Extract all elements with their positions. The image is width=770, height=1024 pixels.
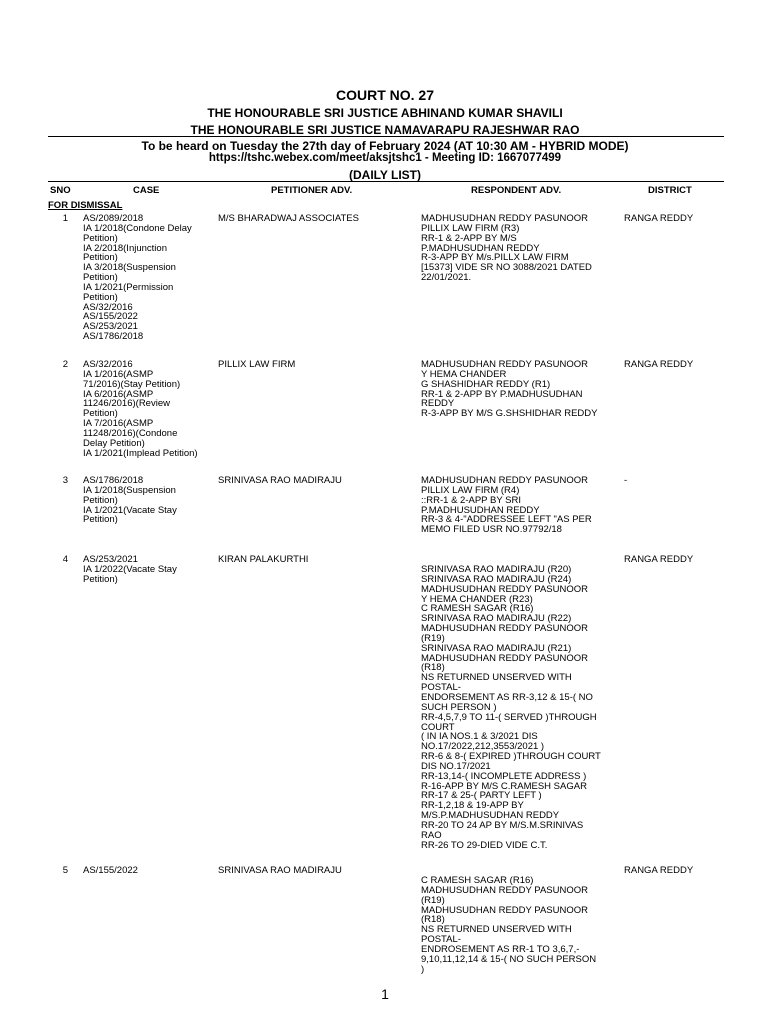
row-respondent-line: ENDROSEMENT AS RR-1 TO 3,6,7,- bbox=[421, 943, 580, 955]
row-respondent-line: Y HEMA CHANDER bbox=[421, 368, 507, 380]
row-respondent-line: POSTAL- bbox=[421, 934, 461, 946]
row-petitioner bbox=[218, 360, 295, 370]
row-respondent-line: PILLIX LAW FIRM (R4) bbox=[421, 484, 520, 496]
row-case-line: IA 1/2018(Suspension bbox=[83, 484, 176, 496]
row-respondent-line: R-3-APP BY M/s.PILLX LAW FIRM bbox=[421, 252, 569, 264]
row-respondent-line: (R18) bbox=[421, 914, 445, 926]
row-case-line: AS/253/2021 bbox=[83, 321, 138, 333]
row-respondent-line: RR-20 TO 24 AP BY M/S.M.SRINIVAS bbox=[421, 819, 584, 831]
row-district: - bbox=[624, 475, 628, 486]
row-respondent-line: RR-1,2,18 & 19-APP BY bbox=[421, 800, 524, 812]
row-case-line: IA 1/2021(Implead Petition) bbox=[83, 447, 198, 459]
section-heading: FOR DISMISSAL bbox=[48, 200, 123, 211]
row-sno: 1 bbox=[62, 213, 68, 224]
row-respondent-line: R-16-APP BY M/S C.RAMESH SAGAR bbox=[421, 780, 587, 792]
row-sno: 3 bbox=[62, 475, 68, 486]
row-respondent-line: (R18) bbox=[421, 662, 445, 674]
row-respondent-line: MADHUSUDHAN REDDY PASUNOOR bbox=[421, 652, 588, 664]
row-respondent-line: MADHUSUDHAN REDDY PASUNOOR bbox=[421, 884, 588, 896]
row-case-line: AS/155/2022 bbox=[83, 311, 138, 323]
row-respondent-line: P.MADHUSUDHAN REDDY bbox=[421, 504, 540, 516]
col-sno: SNO bbox=[50, 185, 71, 196]
row-respondent-line: ::RR-1 & 2-APP BY SRI bbox=[421, 494, 521, 506]
row-respondent-line: PILLIX LAW FIRM (R3) bbox=[421, 222, 520, 234]
row-respondent-line: RR-17 & 25-( PARTY LEFT ) bbox=[421, 790, 542, 802]
row-case-line: AS/253/2021 bbox=[83, 554, 138, 565]
row-respondent-line: ) bbox=[421, 963, 425, 975]
row-respondent-line: SRINIVASA RAO MADIRAJU (R21) bbox=[421, 642, 572, 654]
row-respondent-line: MADHUSUDHAN REDDY PASUNOOR bbox=[421, 904, 588, 916]
row-case-line: Petition) bbox=[83, 514, 118, 526]
row-respondent-line: P.MADHUSUDHAN REDDY bbox=[421, 242, 540, 254]
row-respondent-line: M/S.P.MADHUSUDHAN REDDY bbox=[421, 810, 560, 822]
row-case-line: IA 2/2018(Injunction bbox=[83, 242, 167, 254]
row-respondent-line: RR-4,5,7,9 TO 11-( SERVED )THROUGH bbox=[421, 711, 597, 723]
row-case bbox=[83, 476, 177, 525]
row-respondent-line: MADHUSUDHAN REDDY PASUNOOR bbox=[421, 359, 588, 370]
row-respondent-line: RAO bbox=[421, 829, 442, 841]
row-respondent-line: POSTAL- bbox=[421, 682, 461, 694]
row-case-line: 11246/2016)(Review bbox=[83, 398, 170, 410]
row-respondent-line: SRINIVASA RAO MADIRAJU (R24) bbox=[421, 573, 572, 585]
row-respondent-line: (R19) bbox=[421, 632, 445, 644]
judge-2: THE HONOURABLE SRI JUSTICE NAMAVARAPU RAJESHWAR RAO bbox=[190, 123, 580, 137]
row-respondent-line: G SHASHIDHAR REDDY (R1) bbox=[421, 378, 551, 390]
row-respondent bbox=[421, 476, 592, 535]
row-case-line: IA 3/2018(Suspension bbox=[83, 262, 176, 274]
row-respondent-line: C RAMESH SAGAR (R16) bbox=[421, 875, 534, 886]
row-respondent-line: C RAMESH SAGAR (R16) bbox=[421, 603, 534, 615]
row-respondent-line: ENDORSEMENT AS RR-3,12 & 15-( NO bbox=[421, 691, 593, 703]
row-respondent-line: SRINIVASA RAO MADIRAJU (R20) bbox=[421, 564, 572, 575]
row-case-line: Petition) bbox=[83, 232, 118, 244]
row-case-line: Petition) bbox=[83, 573, 118, 585]
row-petitioner-line: SRINIVASA RAO MADIRAJU bbox=[218, 475, 342, 486]
court-number: COURT NO. 27 bbox=[335, 87, 434, 103]
row-case-line: AS/32/2016 bbox=[83, 301, 133, 313]
row-case-line: AS/32/2016 bbox=[83, 359, 133, 370]
row-respondent bbox=[421, 565, 601, 850]
row-case-line: IA 1/2018(Condone Delay bbox=[83, 222, 192, 234]
row-respondent-line: NS RETURNED UNSERVED WITH bbox=[421, 924, 572, 936]
row-case-line: Petition) bbox=[83, 494, 118, 506]
row-respondent-line: ( IN IA NOS.1 & 3/2021 DIS bbox=[421, 731, 538, 743]
row-case bbox=[83, 555, 177, 585]
row-case-line: AS/2089/2018 bbox=[83, 213, 144, 224]
row-case-line: AS/1786/2018 bbox=[83, 331, 144, 343]
row-respondent bbox=[421, 360, 598, 419]
row-sno: 5 bbox=[62, 865, 68, 876]
row-sno: 2 bbox=[62, 359, 68, 370]
col-case: CASE bbox=[133, 185, 160, 196]
judge-1: THE HONOURABLE SRI JUSTICE ABHINAND KUMAR SHAVILI bbox=[207, 106, 563, 120]
row-petitioner-line: KIRAN PALAKURTHI bbox=[218, 554, 309, 565]
row-case bbox=[83, 866, 138, 876]
row-petitioner bbox=[218, 214, 359, 224]
row-respondent-line: 9,10,11,12,14 & 15-( NO SUCH PERSON bbox=[421, 953, 597, 965]
row-respondent-line: R-3-APP BY M/S G.SHSHIDHAR REDDY bbox=[421, 408, 598, 420]
row-respondent-line: RR-13,14-( INCOMPLETE ADDRESS ) bbox=[421, 770, 587, 782]
row-respondent-line: DIS NO.17/2021 bbox=[421, 760, 491, 772]
row-case-line: IA 1/2016(ASMP bbox=[83, 368, 154, 380]
row-case-line: IA 1/2021(Vacate Stay bbox=[83, 504, 177, 516]
row-case-line: Petition) bbox=[83, 252, 118, 264]
row-case-line: AS/1786/2018 bbox=[83, 475, 144, 486]
col-petitioner: PETITIONER ADV. bbox=[271, 185, 353, 196]
row-respondent-line: RR-3 & 4-"ADDRESSEE LEFT "AS PER bbox=[421, 514, 592, 526]
row-respondent-line: MADHUSUDHAN REDDY PASUNOOR bbox=[421, 475, 588, 486]
row-respondent-line: RR-6 & 8-( EXPIRED )THROUGH COURT bbox=[421, 751, 601, 763]
row-respondent-line: NO.17/2022,212,3553/2021 ) bbox=[421, 741, 545, 753]
row-district: RANGA REDDY bbox=[624, 865, 694, 876]
row-respondent bbox=[421, 214, 592, 283]
row-petitioner bbox=[218, 476, 342, 486]
row-respondent-line: RR-1 & 2-APP BY P.MADHUSUDHAN bbox=[421, 388, 583, 400]
row-case-line: Delay Petition) bbox=[83, 437, 145, 449]
page-number: 1 bbox=[381, 986, 389, 1002]
row-respondent bbox=[421, 876, 596, 974]
col-respondent: RESPONDENT ADV. bbox=[471, 185, 562, 196]
row-case-line: IA 1/2022(Vacate Stay bbox=[83, 563, 177, 575]
row-respondent-line: RR-26 TO 29-DIED VIDE C.T. bbox=[421, 839, 548, 851]
row-petitioner-line: M/S BHARADWAJ ASSOCIATES bbox=[218, 213, 359, 224]
row-case-line: Petition) bbox=[83, 291, 118, 303]
row-case-line: 11248/2016)(Condone bbox=[83, 427, 178, 439]
row-case bbox=[83, 360, 198, 458]
row-petitioner-line: SRINIVASA RAO MADIRAJU bbox=[218, 865, 342, 876]
row-respondent-line: RR-1 & 2-APP BY M/S bbox=[421, 232, 517, 244]
row-case-line: Petition) bbox=[83, 272, 118, 284]
row-respondent-line: (R19) bbox=[421, 894, 445, 906]
row-case-line: IA 7/2016(ASMP bbox=[83, 418, 154, 430]
row-district: RANGA REDDY bbox=[624, 554, 694, 565]
row-respondent-line: MADHUSUDHAN REDDY PASUNOOR bbox=[421, 623, 588, 635]
row-sno: 4 bbox=[62, 554, 68, 565]
row-respondent-line: REDDY bbox=[421, 398, 455, 410]
row-case-line: Petition) bbox=[83, 408, 118, 420]
header-rule-bottom bbox=[48, 181, 724, 182]
row-district: RANGA REDDY bbox=[624, 213, 694, 224]
row-respondent-line: MADHUSUDHAN REDDY PASUNOOR bbox=[421, 583, 588, 595]
meeting-link[interactable]: https://tshc.webex.com/meet/aksjtshc1 - Meeting ID: 1667077499 bbox=[208, 152, 562, 164]
list-type: (DAILY LIST) bbox=[348, 168, 421, 182]
row-respondent-line: COURT bbox=[421, 721, 455, 733]
row-respondent-line: MADHUSUDHAN REDDY PASUNOOR bbox=[421, 213, 588, 224]
row-respondent-line: 22/01/2021. bbox=[421, 272, 472, 284]
row-respondent-line: Y HEMA CHANDER (R23) bbox=[421, 593, 533, 605]
row-respondent-line: SUCH PERSON ) bbox=[421, 701, 497, 713]
row-petitioner-line: PILLIX LAW FIRM bbox=[218, 359, 296, 370]
row-respondent-line: NS RETURNED UNSERVED WITH bbox=[421, 672, 572, 684]
row-case bbox=[83, 214, 192, 342]
row-case-line: IA 6/2016(ASMP bbox=[83, 388, 154, 400]
row-case-line: IA 1/2021(Permission bbox=[83, 281, 174, 293]
col-district: DISTRICT bbox=[648, 185, 692, 196]
row-respondent-line: [15373] VIDE SR NO 3088/2021 DATED bbox=[421, 262, 592, 274]
row-petitioner bbox=[218, 866, 342, 876]
row-respondent-line: SRINIVASA RAO MADIRAJU (R22) bbox=[421, 613, 572, 625]
row-case-line: AS/155/2022 bbox=[83, 865, 138, 876]
hearing-info: To be heard on Tuesday the 27th day of February 2024 (AT 10:30 AM - HYBRID MODE) bbox=[141, 139, 629, 153]
row-case-line: 71/2016)(Stay Petition) bbox=[83, 378, 181, 390]
header-rule-top bbox=[48, 136, 724, 137]
row-district: RANGA REDDY bbox=[624, 359, 694, 370]
row-respondent-line: MEMO FILED USR NO.97792/18 bbox=[421, 524, 562, 536]
row-petitioner bbox=[218, 555, 308, 565]
